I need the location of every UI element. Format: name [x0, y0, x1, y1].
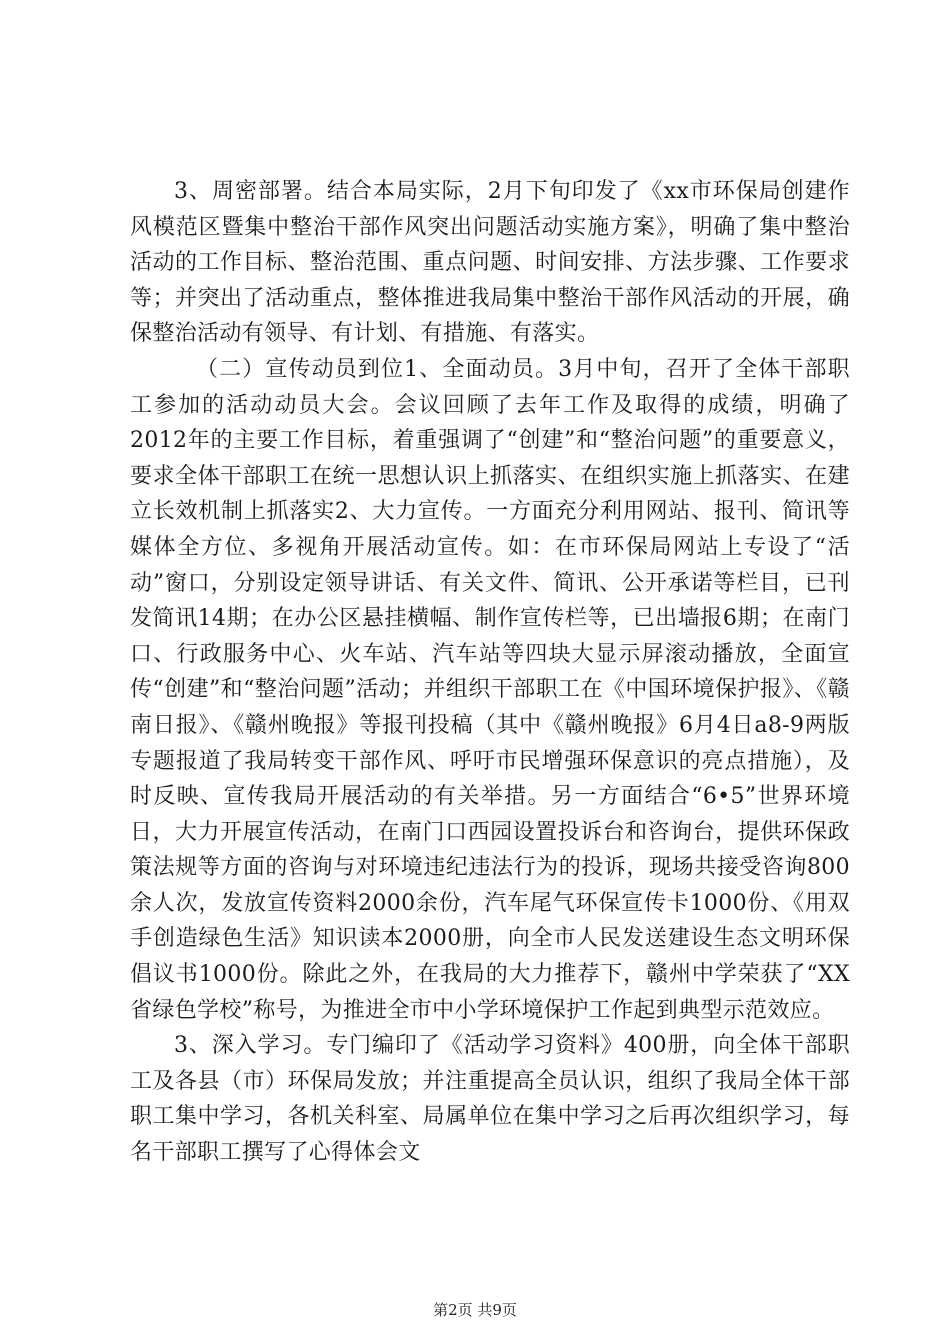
document-body [130, 174, 850, 1171]
paragraph-publicity: （二）宣传动员到位1、全面动员。3月中旬，召开了全体干部职工参加的活动动员大会。会议回顾了去年工作及取得的成绩，明确了2012年的主要工作目标，着重强调了“创建”和“整治问题”的重要意义，要求全体干部职工在统一思想认识上抓落实、在组织实施上抓落实、在建立长效机制上抓落实2、大力宣传。一方面充分利用网站、报刊、简讯等媒体全方位、多视角开展活动宣传。如：在市环保局网站上专设了“活动”窗口，分别设定领导讲话、有关文件、简讯、公开承诺等栏目，已刊发简讯14期；在办公区悬挂横幅、制作宣传栏等，已出墙报6期；在南门口、行政服务中心、火车站、汽车站等四块大显示屏滚动播放，全面宣传“创建”和“整治问题”活动；并组织干部职工在《中国环境保护报》、《赣南日报》、《赣州晚报》等报刊投稿（其中《赣州晚报》6月4日a8-9两版专题报道了我局转变干部作风、呼吁市民增强环保意识的亮点措施），及时反映、宣传我局开展活动的有关举措。另一方面结合“6•5”世界环境日，大力开展宣传活动，在南门口西园设置投诉台和咨询台，提供环保政策法规等方面的咨询与对环境违纪违法行为的投诉，现场共接受咨询800余人次，发放宣传资料2000余份，汽车尾气环保宣传卡1000份、《用双手创造绿色生活》知识读本2000册，向全市人民发送建设生态文明环保倡议书1000份。除此之外，在我局的大力推荐下，赣州中学荣获了“XX省绿色学校”称号，为推进全市中小学环境保护工作起到典型示范效应。 [130, 356, 850, 1023]
page-footer: 第2页 共9页 [433, 1301, 517, 1319]
paragraph-study: 3、深入学习。专门编印了《活动学习资料》400册，向全体干部职工及各县（市）环保局发放；并注重提高全员认识，组织了我局全体干部职工集中学习，各机关科室、局属单位在集中学习之后再次组织学习，每名干部职工撰写了心得体会文 [130, 1033, 850, 1166]
paragraph-deployment: 3、周密部署。结合本局实际，2月下旬印发了《xx市环保局创建作风模范区暨集中整治干部作风突出问题活动实施方案》，明确了集中整治活动的工作目标、整治范围、重点问题、时间安排、方法步骤、工作要求等；并突出了活动重点，整体推进我局集中整治干部作风活动的开展，确保整治活动有领导、有计划、有措施、有落实。 [130, 179, 850, 347]
